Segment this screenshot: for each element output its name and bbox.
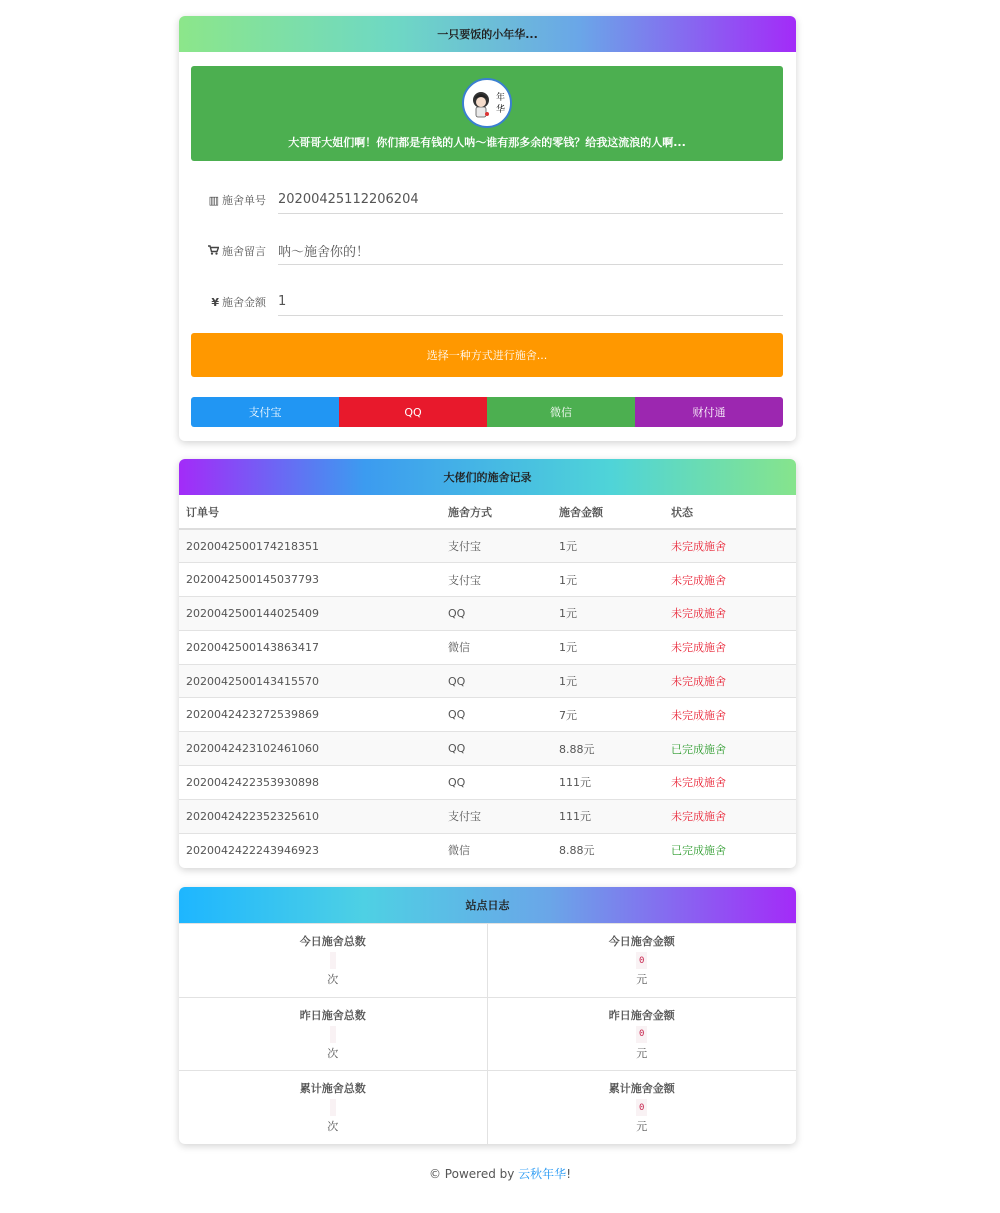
amount-cell: 1元 [552, 563, 664, 597]
table-row [179, 799, 796, 833]
status-cell: 已完成施舍 [664, 732, 796, 766]
avatar-text: 年 [496, 93, 506, 103]
avatar-image [464, 80, 510, 126]
pay-method-cell: 支付宝 [441, 799, 552, 833]
stat-label: 累计施舍总数 [299, 1082, 366, 1096]
donate-card-title: 一只要饭的小年华... [179, 16, 796, 52]
status-cell: 未完成施舍 [664, 630, 796, 664]
order-id-cell: 2020042422352325610 [179, 799, 441, 833]
pay-method-cell: 支付宝 [441, 563, 552, 597]
order-id-cell: 2020042422353930898 [179, 766, 441, 800]
qq-pay-button[interactable]: QQ [339, 397, 487, 427]
status-cell: 未完成施舍 [664, 766, 796, 800]
stat-value: 0 [636, 952, 647, 969]
order-id-cell: 2020042500143415570 [179, 664, 441, 698]
stat-unit: 元 [636, 1120, 648, 1134]
amount-cell: 1元 [552, 664, 664, 698]
stat-cell [488, 1070, 797, 1144]
site-log-title: 站点日志 [179, 887, 796, 923]
records-card [179, 459, 796, 868]
donate-card [179, 16, 796, 441]
order-id-cell: 2020042500143863417 [179, 630, 441, 664]
cart-icon [208, 245, 219, 258]
column-header: 订单号 [179, 495, 441, 529]
amount-cell: 111元 [552, 799, 664, 833]
pay-method-cell: 支付宝 [441, 529, 552, 563]
alipay-button[interactable]: 支付宝 [191, 397, 339, 427]
avatar [462, 78, 512, 128]
stat-value [330, 952, 336, 969]
status-cell: 未完成施舍 [664, 664, 796, 698]
amount-label: ¥ 施舍金额 [211, 295, 266, 309]
status-cell: 未完成施舍 [664, 597, 796, 631]
table-row [179, 732, 796, 766]
amount-input[interactable] [278, 288, 783, 316]
stat-value: 0 [636, 1026, 647, 1043]
message-row [191, 229, 783, 265]
order-id-cell: 2020042423272539869 [179, 698, 441, 732]
stat-cell [179, 923, 488, 997]
column-header: 施舍金额 [552, 495, 664, 529]
records-title: 大佬们的施舍记录 [179, 459, 796, 495]
amount-row [191, 280, 783, 316]
order-label: ▥ 施舍单号 [208, 193, 266, 207]
pay-method-cell: QQ [441, 766, 552, 800]
status-cell: 已完成施舍 [664, 833, 796, 867]
order-id-cell: 2020042423102461060 [179, 732, 441, 766]
author-link[interactable]: 云秋年华 [518, 1167, 567, 1181]
table-row [179, 529, 796, 563]
stat-unit: 元 [636, 973, 648, 986]
svg-text:华: 华 [496, 105, 506, 115]
message-label: 施舍留言 [191, 237, 278, 265]
pay-method-cell: QQ [441, 732, 552, 766]
stat-value: 0 [636, 1099, 647, 1116]
amount-cell: 8.88元 [552, 732, 664, 766]
amount-cell: 8.88元 [552, 833, 664, 867]
tenpay-button[interactable]: 财付通 [635, 397, 783, 427]
stat-cell [179, 1070, 488, 1144]
pay-method-cell: 微信 [441, 630, 552, 664]
table-row [179, 630, 796, 664]
amount-cell: 7元 [552, 698, 664, 732]
pay-method-cell: 微信 [441, 833, 552, 867]
table-row [179, 563, 796, 597]
pay-method-cell: QQ [441, 698, 552, 732]
status-cell: 未完成施舍 [664, 529, 796, 563]
stat-label: 今日施舍金额 [608, 935, 675, 948]
order-number-input[interactable] [278, 186, 783, 214]
order-id-cell: 2020042500144025409 [179, 597, 441, 631]
stat-cell [179, 997, 488, 1071]
stat-unit: 次 [327, 973, 339, 986]
column-header: 状态 [664, 495, 796, 529]
order-id-cell: 2020042500174218351 [179, 529, 441, 563]
stats-grid [179, 923, 796, 1144]
pay-method-cell: QQ [441, 597, 552, 631]
order-id-cell: 2020042422243946923 [179, 833, 441, 867]
amount-cell: 111元 [552, 766, 664, 800]
stat-unit: 次 [327, 1046, 339, 1060]
barcode-icon: ▥ [208, 193, 219, 207]
yen-icon: ¥ [211, 295, 219, 309]
stat-label: 昨日施舍金额 [608, 1008, 675, 1022]
column-header: 施舍方式 [441, 495, 552, 529]
pay-method-prompt: 选择一种方式进行施舍... [191, 333, 783, 377]
banner [191, 66, 783, 161]
table-row [179, 664, 796, 698]
stat-label: 昨日施舍总数 [299, 1008, 366, 1022]
order-id-cell: 2020042500145037793 [179, 563, 441, 597]
message-input[interactable] [278, 237, 783, 265]
stat-value [330, 1099, 336, 1116]
table-row [179, 833, 796, 867]
table-row [179, 597, 796, 631]
status-cell: 未完成施舍 [664, 698, 796, 732]
amount-cell: 1元 [552, 529, 664, 563]
footer: © Powered by 云秋年华! [428, 1167, 571, 1181]
status-cell: 未完成施舍 [664, 563, 796, 597]
table-row [179, 766, 796, 800]
wechat-pay-button[interactable]: 微信 [487, 397, 635, 427]
table-row [179, 698, 796, 732]
stat-value [330, 1026, 336, 1043]
table-header-row [179, 495, 796, 529]
amount-cell: 1元 [552, 597, 664, 631]
stat-unit: 元 [636, 1046, 648, 1060]
pay-method-group [191, 397, 783, 427]
banner-text: 大哥哥大姐们啊！你们都是有钱的人呐～谁有那多余的零钱？给我这流浪的人啊... [288, 136, 686, 149]
status-cell: 未完成施舍 [664, 799, 796, 833]
site-log-card [179, 887, 796, 1144]
stat-label: 累计施舍金额 [608, 1082, 675, 1096]
stat-unit: 次 [327, 1120, 339, 1134]
stat-label: 今日施舍总数 [299, 935, 366, 948]
records-table [179, 495, 796, 867]
stat-cell [488, 997, 797, 1071]
order-row [191, 178, 783, 214]
amount-cell: 1元 [552, 630, 664, 664]
pay-method-cell: QQ [441, 664, 552, 698]
stat-cell [488, 923, 797, 997]
